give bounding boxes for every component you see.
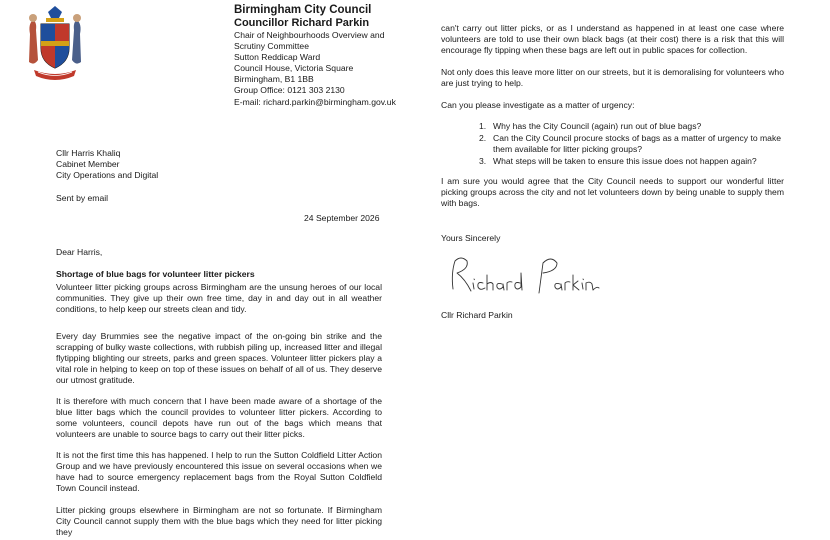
body-paragraph: Litter picking groups elsewhere in Birmingham are not so fortunate. If Birmingham City Council cannot supply them with the blue bags which they need for litter picking they — [56, 505, 382, 538]
salutation: Dear Harris, — [56, 247, 103, 257]
body-paragraph: can't carry out litter picks, or as I understand as happened in at least one case where volunteers are told to use their own black bags (at their cost) there is a risk that this will encourage fly tipping when these bags are left out in public spaces for collection. — [441, 23, 784, 56]
letterhead-ward: Sutton Reddicap Ward — [234, 52, 321, 63]
letterhead-phone: Group Office: 0121 303 2130 — [234, 85, 345, 96]
letterhead-address: Birmingham, B1 1BB — [234, 74, 314, 85]
list-text: Why has the City Council (again) run out of blue bags? — [493, 121, 702, 131]
recipient-portfolio: City Operations and Digital — [56, 170, 159, 180]
letter-subject: Shortage of blue bags for volunteer litter pickers — [56, 269, 255, 279]
closing: Yours Sincerely — [441, 233, 501, 243]
list-number: 1. — [479, 121, 487, 131]
letterhead-address: Council House, Victoria Square — [234, 63, 354, 74]
signature-image — [447, 253, 607, 297]
body-paragraph: It is not the first time this has happened. I help to run the Sutton Coldfield Litter Action Group and we have previously encountered this issue on several occasions when we have had to source emergency replacement bags from the Royal Sutton Coldfield Town Council instead. — [56, 450, 382, 494]
body-paragraph: It is therefore with much concern that I have been made aware of a shortage of the blue litter bags which the council provides to volunteer litter pickers. According to some volunteers, council depots have run out of the bags which means that volunteers are unable to source bags to carry out their litter picks. — [56, 396, 382, 440]
council-name: Birmingham City Council — [234, 4, 372, 16]
list-text: Can the City Council procure stocks of bags as a matter of urgency to make them available for litter picking groups? — [493, 133, 782, 155]
body-paragraph: Volunteer litter picking groups across Birmingham are the unsung heroes of our local communities. They give up their own free time, day in and day out in all weather conditions, to help keep our streets clean and tidy. — [56, 282, 382, 315]
recipient-address — [56, 148, 158, 181]
recipient-name: Cllr Harris Khaliq — [56, 148, 121, 158]
list-number: 2. — [479, 133, 487, 144]
list-item — [479, 121, 785, 132]
letterhead-role: Chair of Neighbourhoods Overview and — [234, 30, 385, 40]
signer-name: Cllr Richard Parkin — [441, 310, 513, 320]
question-list — [479, 121, 785, 168]
body-paragraph: Can you please investigate as a matter of urgency: — [441, 100, 635, 110]
body-paragraph: I am sure you would agree that the City Council needs to support our wonderful litter picking groups across the city and not let volunteers down by being unable to supply them with bags. — [441, 176, 784, 209]
body-paragraph: Not only does this leave more litter on our streets, but it is demoralising for volunteers who are just trying to help. — [441, 67, 784, 89]
sent-by-note: Sent by email — [56, 193, 109, 203]
letter-date: 24 September 2026 — [304, 213, 380, 223]
body-paragraph: Every day Brummies see the negative impact of the on-going bin strike and the scrapping of bulky waste collections, with rubbish piling up, increased litter and illegal flytipping blighting our streets, parks and green spaces. Volunteer litter pickers play a vital role in helping to keep on top of these issues on behalf of all of us. They deserve our utmost gratitude. — [56, 331, 382, 386]
letterhead-email: E-mail: richard.parkin@birmingham.gov.uk — [234, 96, 396, 107]
list-number: 3. — [479, 156, 487, 167]
councillor-name: Councillor Richard Parkin — [234, 17, 370, 29]
recipient-role: Cabinet Member — [56, 159, 120, 169]
council-crest-icon — [24, 4, 86, 84]
letterhead — [234, 3, 419, 108]
list-item — [479, 133, 785, 155]
letterhead-role: Scrutiny Committee — [234, 41, 309, 52]
list-item — [479, 156, 785, 167]
list-text: What steps will be taken to ensure this issue does not happen again? — [493, 156, 757, 167]
